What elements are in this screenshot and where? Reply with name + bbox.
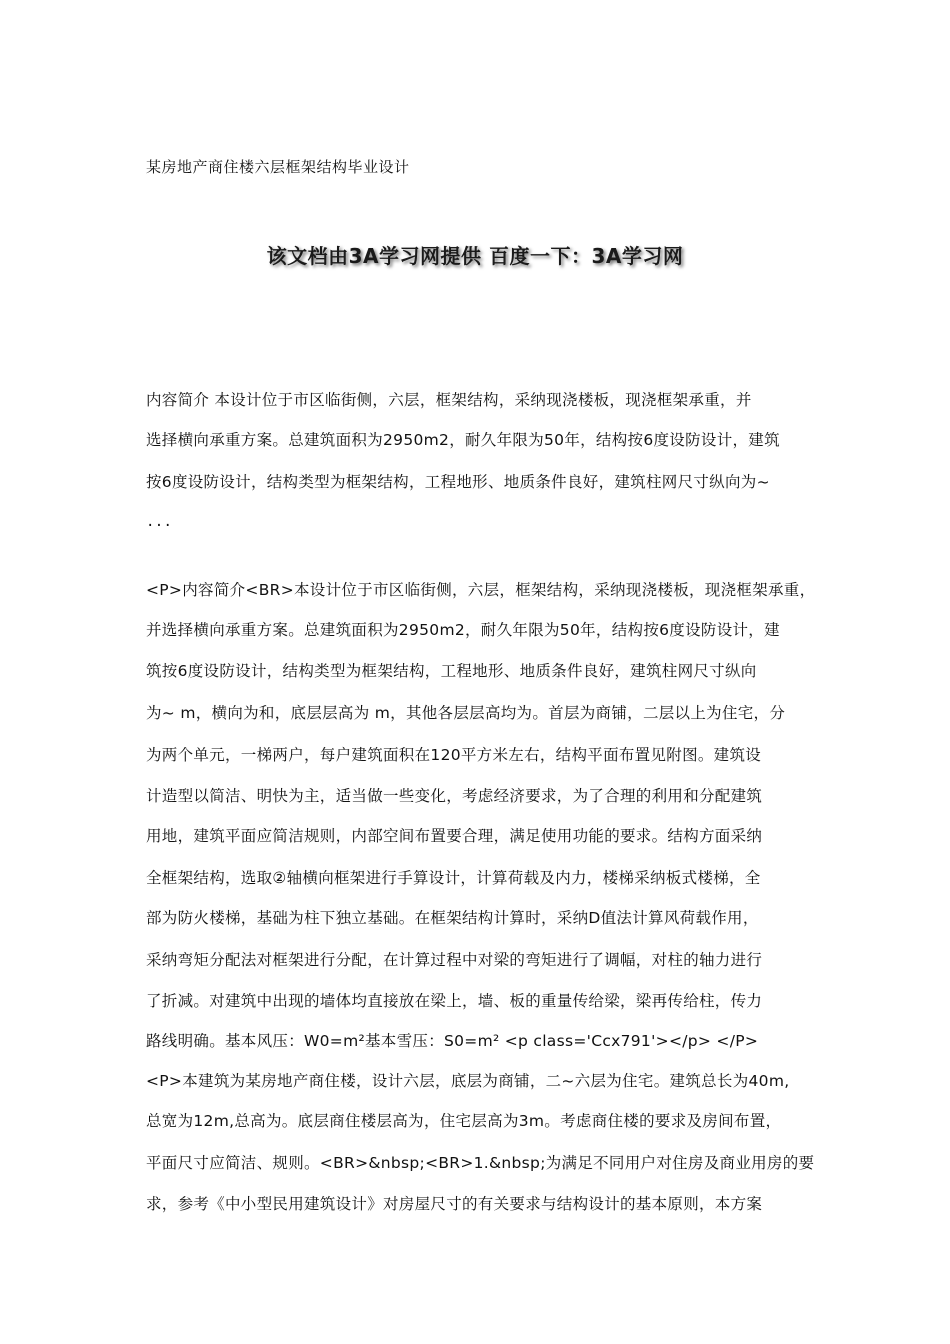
body-line: 全框架结构，选取②轴横向框架进行手算设计，计算荷载及内力，楼梯采纳板式楼梯，全 [146,869,761,887]
body-line: 计造型以简洁、明快为主，适当做一些变化，考虑经济要求，为了合理的利用和分配建筑 [146,787,763,805]
body-line: ... [146,514,173,530]
body-line: 筑按6度设防设计，结构类型为框架结构，工程地形、地质条件良好，建筑柱网尺寸纵向 [146,662,757,680]
body-line: 路线明确。基本风压：W0=m²基本雪压：S0=m² <p class='Ccx791'></p> </P> [146,1032,759,1050]
body-line: <P>本建筑为某房地产商住楼，设计六层，底层为商铺，二~六层为住宅。建筑总长为40m, [146,1072,790,1090]
body-line: 用地，建筑平面应简洁规则，内部空间布置要合理，满足使用功能的要求。结构方面采纳 [146,827,763,845]
watermark-banner: 该文档由3A学习网提供 百度一下：3A学习网 [266,244,684,268]
body-line: 为~ m，横向为和，底层层高为 m，其他各层层高均为。首层为商铺，二层以上为住宅，分 [146,704,786,722]
document-title: 某房地产商住楼六层框架结构毕业设计 [146,158,410,176]
body-line: 了折减。对建筑中出现的墙体均直接放在梁上，墙、板的重量传给梁，梁再传给柱，传力 [146,992,763,1010]
body-line: 选择横向承重方案。总建筑面积为2950m2，耐久年限为50年，结构按6度设防设计，建筑 [146,431,780,449]
body-line: <P>内容简介<BR>本设计位于市区临街侧，六层，框架结构，采纳现浇楼板，现浇框架承重， [146,581,816,599]
body-line: 为两个单元，一梯两户，每户建筑面积在120平方米左右，结构平面布置见附图。建筑设 [146,746,762,764]
body-line: 采纳弯矩分配法对框架进行分配，在计算过程中对梁的弯矩进行了调幅，对柱的轴力进行 [146,951,763,969]
body-line: 部为防火楼梯，基础为柱下独立基础。在框架结构计算时，采纳D值法计算风荷载作用， [146,909,759,927]
body-line: 平面尺寸应简洁、规则。<BR>&nbsp;<BR>1.&nbsp;为满足不同用户对住房及商业用房的要 [146,1154,815,1172]
body-line: 内容简介 本设计位于市区临街侧，六层，框架结构，采纳现浇楼板，现浇框架承重，并 [146,391,752,409]
body-line: 求，参考《中小型民用建筑设计》对房屋尺寸的有关要求与结构设计的基本原则，本方案 [146,1195,763,1213]
body-line: 总宽为12m,总高为。底层商住楼层高为，住宅层高为3m。考虑商住楼的要求及房间布置， [146,1112,782,1130]
body-line: 并选择横向承重方案。总建筑面积为2950m2，耐久年限为50年，结构按6度设防设计，建 [146,621,780,639]
body-line: 按6度设防设计，结构类型为框架结构，工程地形、地质条件良好，建筑柱网尺寸纵向为~ [146,473,770,491]
